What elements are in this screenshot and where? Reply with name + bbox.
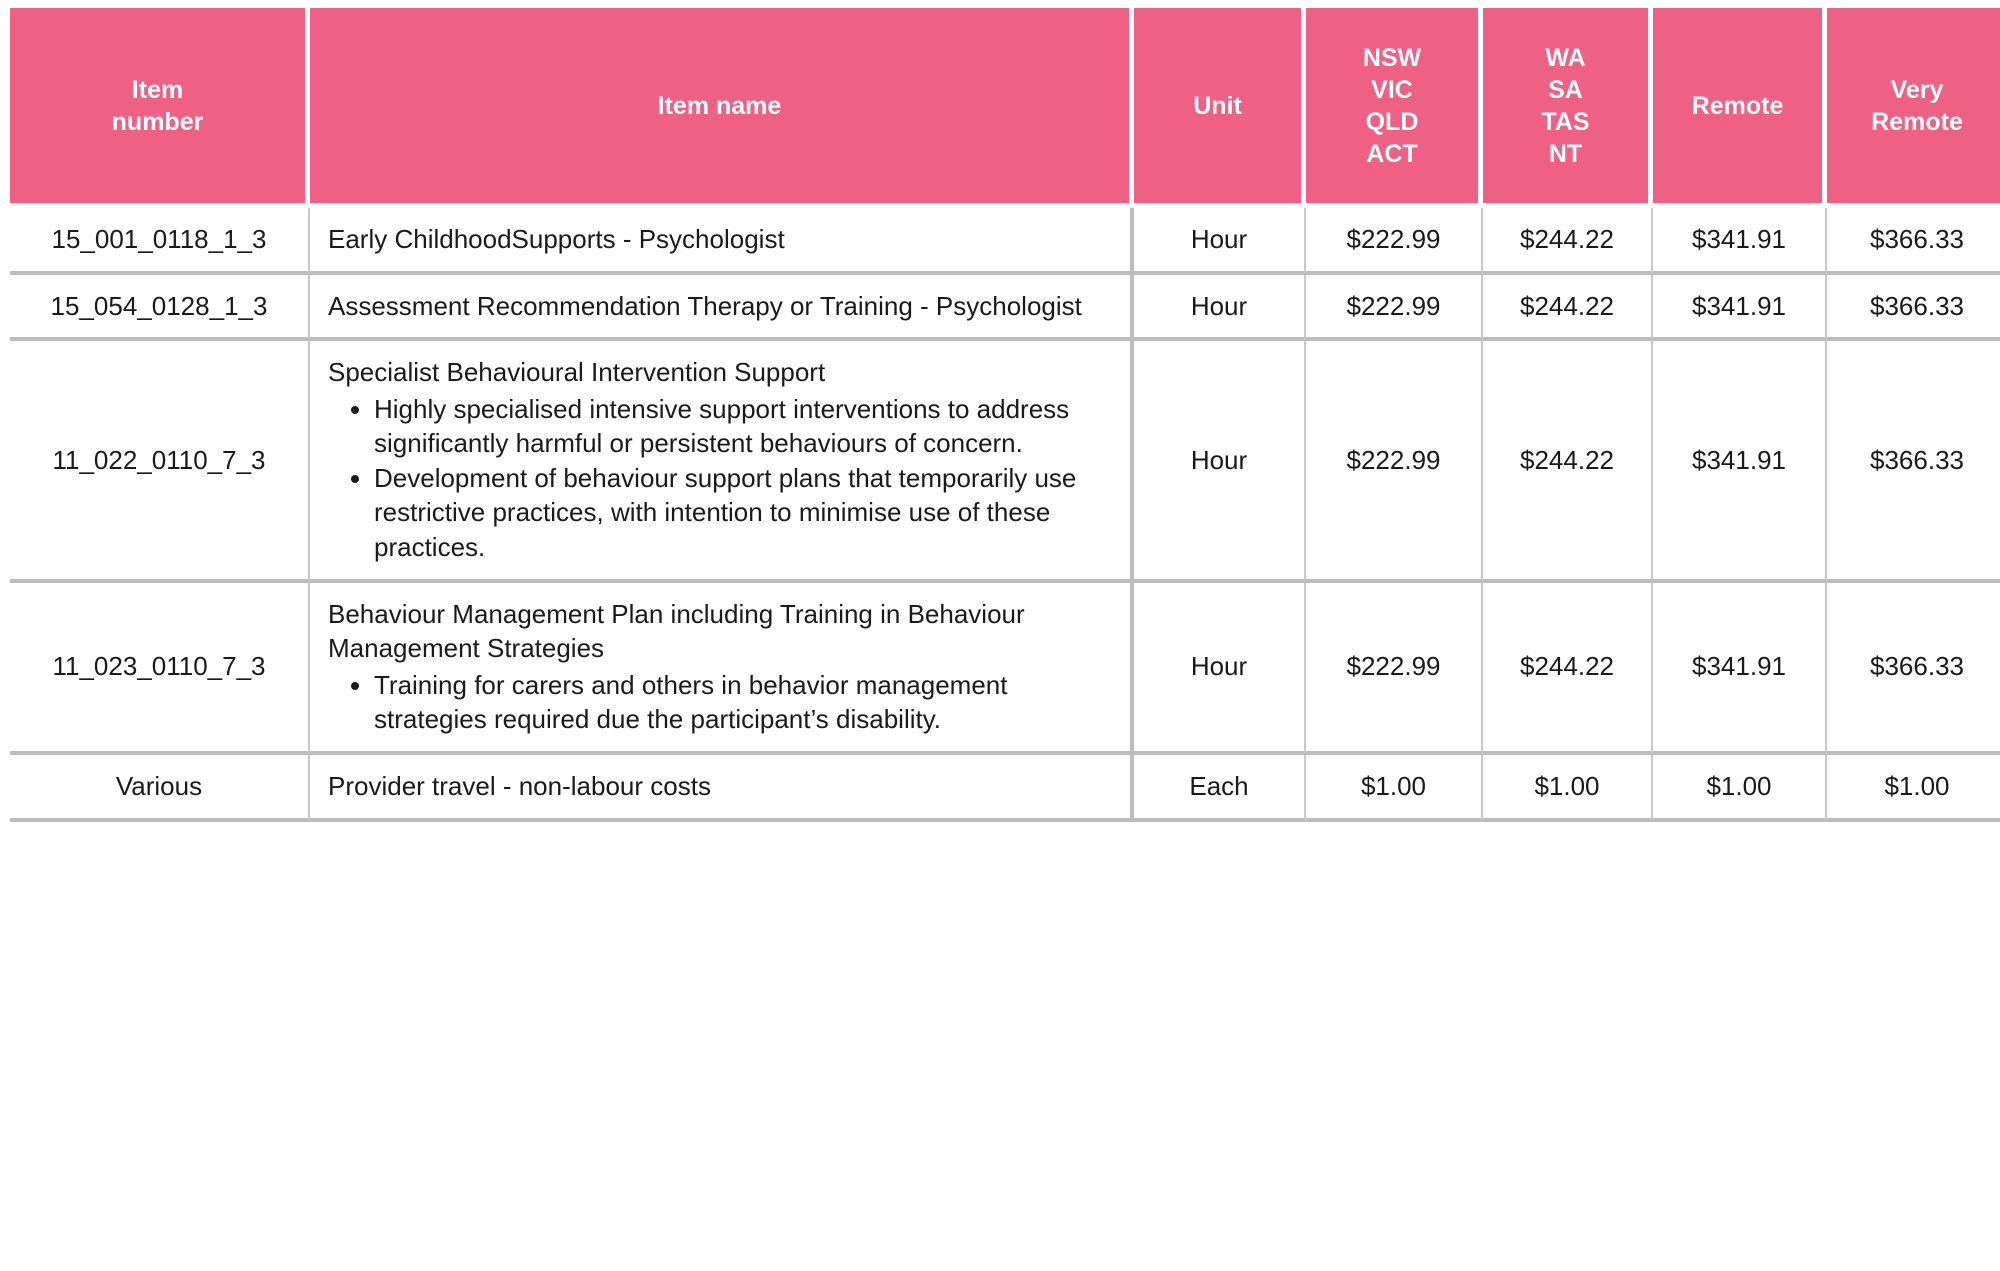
column-header-very-remote-lines — [1833, 74, 2000, 138]
ndis-price-table — [10, 8, 2000, 822]
cell-price-nsw-vic-qld-act: $1.00 — [1306, 755, 1483, 822]
column-header-unit-lines — [1140, 90, 1295, 122]
column-header-remote — [1653, 8, 1827, 208]
cell-unit: Each — [1134, 755, 1306, 822]
cell-price-very-remote: $366.33 — [1827, 583, 2000, 755]
column-header-item-number — [10, 8, 310, 208]
column-header-line: Unit — [1193, 91, 1242, 120]
table-row — [10, 341, 2000, 582]
cell-unit: Hour — [1134, 275, 1306, 342]
cell-item-number: Various — [10, 755, 310, 822]
cell-price-very-remote: $366.33 — [1827, 275, 2000, 342]
cell-price-very-remote: $366.33 — [1827, 208, 2000, 275]
column-header-line: VIC — [1371, 75, 1413, 104]
table-header — [10, 8, 2000, 208]
cell-unit: Hour — [1134, 341, 1306, 582]
item-name-title: Early ChildhoodSupports - Psychologist — [328, 224, 785, 254]
column-header-line: NT — [1548, 139, 1583, 168]
column-header-wa-sa-tas-nt — [1483, 8, 1653, 208]
item-name-title: Behaviour Management Plan including Training in Behaviour Management Strategies — [328, 598, 1025, 664]
column-header-line: NSW — [1362, 43, 1422, 72]
cell-price-very-remote: $366.33 — [1827, 341, 2000, 582]
table-row — [10, 755, 2000, 822]
cell-item-name — [310, 208, 1134, 275]
item-name-bullet: • Development of behaviour support plans that temporarily use restrictive practices, with intention to minimise use of these practices. — [374, 461, 1112, 565]
table-row — [10, 275, 2000, 342]
column-header-line: Item — [131, 75, 184, 104]
column-header-line: Remote — [1871, 107, 1963, 136]
cell-price-remote: $341.91 — [1653, 341, 1827, 582]
item-name-title: Specialist Behavioural Intervention Support — [328, 357, 826, 388]
item-name-bullet-list — [328, 668, 1112, 737]
cell-price-wa-sa-tas-nt: $1.00 — [1483, 755, 1653, 822]
column-header-very-remote — [1827, 8, 2000, 208]
cell-price-remote: $341.91 — [1653, 583, 1827, 755]
column-header-line: WA — [1545, 43, 1586, 72]
table-row — [10, 583, 2000, 755]
cell-price-wa-sa-tas-nt: $244.22 — [1483, 583, 1653, 755]
column-header-line: number — [111, 107, 204, 136]
column-header-line: Remote — [1691, 91, 1784, 120]
cell-item-number: 11_023_0110_7_3 — [10, 583, 310, 755]
table-row — [10, 208, 2000, 275]
column-header-line: SA — [1548, 75, 1583, 104]
cell-item-name — [310, 583, 1134, 755]
column-header-nsw-vic-qld-act — [1306, 8, 1483, 208]
cell-item-name — [310, 755, 1134, 822]
column-header-nsw-vic-qld-act-lines — [1312, 42, 1472, 170]
item-name-title: Assessment Recommendation Therapy or Training - Psychologist — [328, 290, 1082, 321]
cell-price-nsw-vic-qld-act: $222.99 — [1306, 208, 1483, 275]
cell-price-remote: $341.91 — [1653, 275, 1827, 342]
cell-item-name — [310, 275, 1134, 342]
item-name-bullet: • Highly specialised intensive support interventions to address significantly harmful or persistent behaviours of concern. — [374, 392, 1112, 461]
cell-unit: Hour — [1134, 583, 1306, 755]
cell-price-very-remote: $1.00 — [1827, 755, 2000, 822]
column-header-remote-lines — [1659, 90, 1816, 122]
cell-item-number: 11_022_0110_7_3 — [10, 341, 310, 582]
column-header-item-name — [310, 8, 1134, 208]
cell-item-name — [310, 341, 1134, 582]
cell-item-number: 15_001_0118_1_3 — [10, 208, 310, 275]
cell-item-number: 15_054_0128_1_3 — [10, 275, 310, 342]
cell-price-wa-sa-tas-nt: $244.22 — [1483, 208, 1653, 275]
column-header-line: TAS — [1541, 107, 1590, 136]
cell-price-nsw-vic-qld-act: $222.99 — [1306, 341, 1483, 582]
column-header-line: Very — [1890, 75, 1944, 104]
column-header-line: QLD — [1365, 107, 1419, 136]
column-header-unit — [1134, 8, 1306, 208]
column-header-line: ACT — [1366, 139, 1418, 168]
cell-price-nsw-vic-qld-act: $222.99 — [1306, 275, 1483, 342]
table-body — [10, 208, 2000, 822]
cell-price-wa-sa-tas-nt: $244.22 — [1483, 341, 1653, 582]
cell-price-remote: $341.91 — [1653, 208, 1827, 275]
item-name-title: Provider travel - non-labour costs — [328, 770, 711, 801]
cell-price-nsw-vic-qld-act: $222.99 — [1306, 583, 1483, 755]
table-header-row — [10, 8, 2000, 208]
cell-price-wa-sa-tas-nt: $244.22 — [1483, 275, 1653, 342]
column-header-wa-sa-tas-nt-lines — [1489, 42, 1642, 170]
column-header-item-number-lines — [16, 74, 299, 138]
item-name-bullet-list — [328, 392, 1112, 565]
item-name-bullet: • Training for carers and others in behavior management strategies required due the participant’s disability. — [374, 668, 1112, 737]
cell-unit: Hour — [1134, 208, 1306, 275]
column-header-line: Item name — [657, 91, 782, 120]
cell-price-remote: $1.00 — [1653, 755, 1827, 822]
column-header-item-name-lines — [316, 90, 1123, 122]
